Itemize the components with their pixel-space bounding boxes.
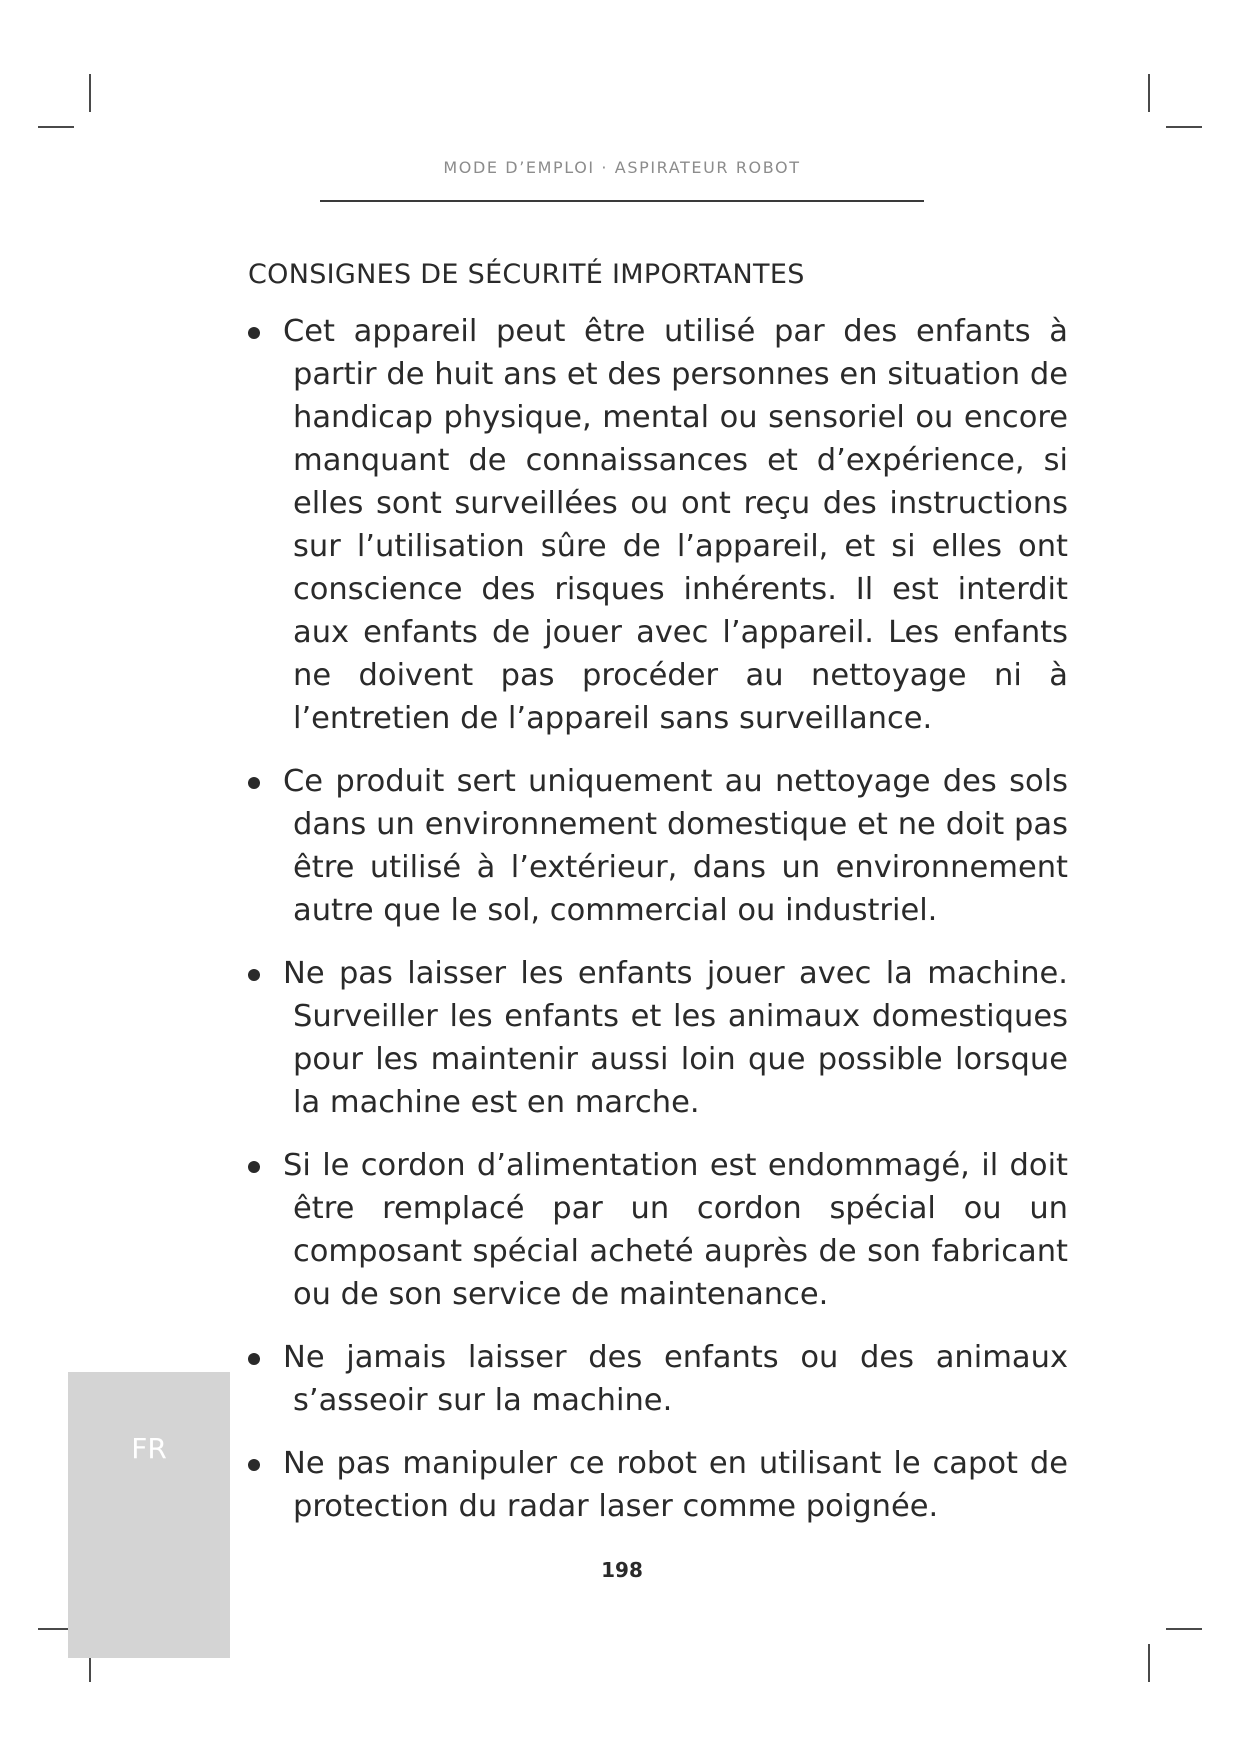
bullet-icon <box>248 1459 260 1471</box>
list-item <box>248 760 1068 932</box>
list-item <box>248 1442 1068 1528</box>
list-item-text: Ne pas laisser les enfants jouer avec la machine. Surveiller les enfants et les animaux domestiques pour les maintenir aussi loin que possible lorsque la machine est en marche. <box>283 956 1068 1120</box>
crop-mark-top-right-horizontal <box>1166 126 1202 128</box>
language-tab-label: FR <box>131 1432 167 1465</box>
bullet-icon <box>248 327 260 339</box>
bullet-icon <box>248 969 260 981</box>
language-tab <box>68 1372 230 1658</box>
list-item <box>248 310 1068 740</box>
page-number: 198 <box>601 1558 643 1582</box>
list-item-text: Ne jamais laisser des enfants ou des animaux s’asseoir sur la machine. <box>283 1340 1068 1418</box>
list-item-text: Si le cordon d’alimentation est endommagé, il doit être remplacé par un cordon spécial ou un composant spécial acheté auprès de son fabricant ou de son service de maintenance. <box>283 1148 1068 1312</box>
crop-mark-bottom-right-horizontal <box>1166 1628 1202 1630</box>
crop-mark-bottom-right-vertical <box>1148 1644 1150 1682</box>
section-title: CONSIGNES DE SÉCURITÉ IMPORTANTES <box>248 259 805 290</box>
bullet-icon <box>248 1353 260 1365</box>
crop-mark-top-right-vertical <box>1148 74 1150 112</box>
list-item <box>248 1144 1068 1316</box>
bullet-icon <box>248 777 260 789</box>
crop-mark-top-left-horizontal <box>38 126 74 128</box>
crop-mark-top-left-vertical <box>89 74 91 112</box>
header-divider <box>320 200 924 202</box>
safety-instructions-list <box>248 310 1068 1548</box>
list-item <box>248 1336 1068 1422</box>
list-item-text: Ne pas manipuler ce robot en utilisant le capot de protection du radar laser comme poignée. <box>283 1446 1068 1524</box>
list-item-text: Ce produit sert uniquement au nettoyage des sols dans un environnement domestique et ne doit pas être utilisé à l’extérieur, dans un environnement autre que le sol, commercial ou industriel. <box>283 764 1068 928</box>
bullet-icon <box>248 1161 260 1173</box>
list-item-text: Cet appareil peut être utilisé par des enfants à partir de huit ans et des personnes en situation de handicap physique, mental ou sensoriel ou encore manquant de connaissances et d’expérience, si elles sont surveillées ou ont reçu des instructions sur l’utilisation sûre de l’appareil, et si elles ont conscience des risques inhérents. Il est interdit aux enfants de jouer avec l’appareil. Les enfants ne doivent pas procéder au nettoyage ni à l’entretien de l’appareil sans surveillance. <box>283 314 1068 736</box>
running-header: MODE D’EMPLOI · ASPIRATEUR ROBOT <box>443 158 801 177</box>
list-item <box>248 952 1068 1124</box>
